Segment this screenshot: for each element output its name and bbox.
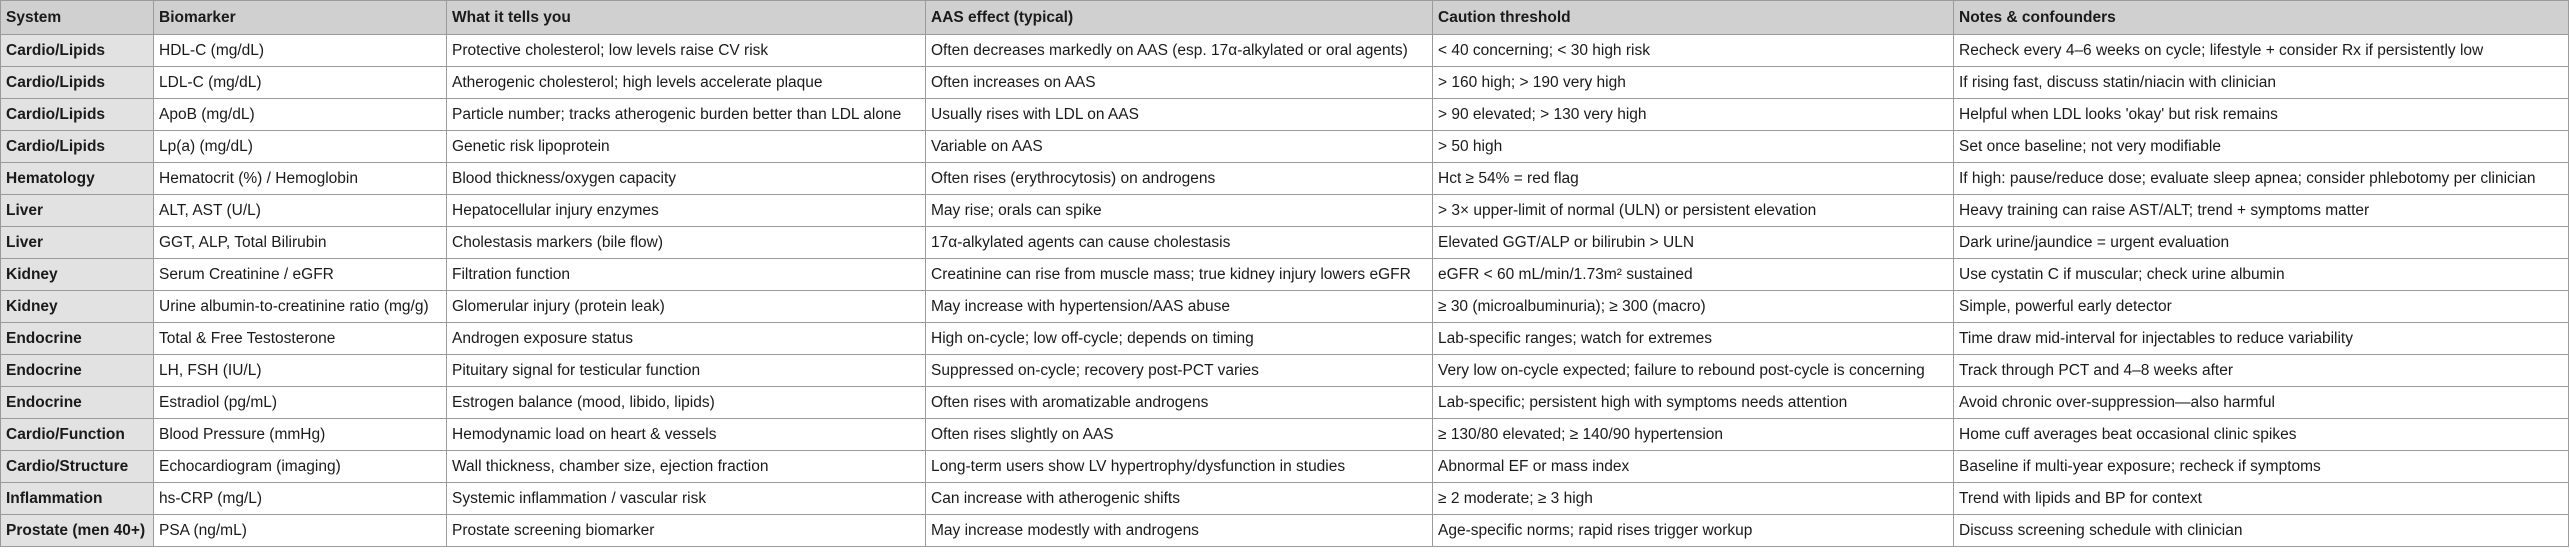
threshold-cell: ≥ 2 moderate; ≥ 3 high — [1433, 483, 1954, 515]
aas-effect-cell: Creatinine can rise from muscle mass; true kidney injury lowers eGFR — [926, 259, 1433, 291]
system-cell: Endocrine — [1, 355, 154, 387]
biomarker-cell: Urine albumin-to-creatinine ratio (mg/g) — [154, 291, 447, 323]
table-row — [1, 451, 2569, 483]
aas-effect-cell: Often increases on AAS — [926, 67, 1433, 99]
aas-effect-cell: Suppressed on-cycle; recovery post-PCT varies — [926, 355, 1433, 387]
header-biomarker: Biomarker — [154, 1, 447, 35]
threshold-cell: Lab-specific; persistent high with symptoms needs attention — [1433, 387, 1954, 419]
system-cell: Inflammation — [1, 483, 154, 515]
threshold-cell: Abnormal EF or mass index — [1433, 451, 1954, 483]
notes-cell: Avoid chronic over-suppression—also harmful — [1954, 387, 2569, 419]
biomarker-cell: LH, FSH (IU/L) — [154, 355, 447, 387]
notes-cell: Baseline if multi-year exposure; recheck if symptoms — [1954, 451, 2569, 483]
meaning-cell: Blood thickness/oxygen capacity — [447, 163, 926, 195]
meaning-cell: Prostate screening biomarker — [447, 515, 926, 547]
system-cell: Liver — [1, 227, 154, 259]
header-row — [1, 1, 2569, 35]
aas-effect-cell: May increase with hypertension/AAS abuse — [926, 291, 1433, 323]
aas-effect-cell: High on-cycle; low off-cycle; depends on timing — [926, 323, 1433, 355]
table-body — [1, 35, 2569, 547]
biomarker-cell: ALT, AST (U/L) — [154, 195, 447, 227]
meaning-cell: Wall thickness, chamber size, ejection fraction — [447, 451, 926, 483]
notes-cell: Trend with lipids and BP for context — [1954, 483, 2569, 515]
system-cell: Kidney — [1, 259, 154, 291]
notes-cell: Home cuff averages beat occasional clinic spikes — [1954, 419, 2569, 451]
meaning-cell: Particle number; tracks atherogenic burden better than LDL alone — [447, 99, 926, 131]
meaning-cell: Glomerular injury (protein leak) — [447, 291, 926, 323]
table-row — [1, 35, 2569, 67]
biomarker-cell: Serum Creatinine / eGFR — [154, 259, 447, 291]
notes-cell: Discuss screening schedule with clinician — [1954, 515, 2569, 547]
table-row — [1, 323, 2569, 355]
system-cell: Cardio/Lipids — [1, 99, 154, 131]
aas-effect-cell: May increase modestly with androgens — [926, 515, 1433, 547]
aas-effect-cell: Can increase with atherogenic shifts — [926, 483, 1433, 515]
table-row — [1, 99, 2569, 131]
system-cell: Cardio/Lipids — [1, 35, 154, 67]
biomarker-cell: PSA (ng/mL) — [154, 515, 447, 547]
biomarker-cell: Estradiol (pg/mL) — [154, 387, 447, 419]
system-cell: Kidney — [1, 291, 154, 323]
meaning-cell: Genetic risk lipoprotein — [447, 131, 926, 163]
notes-cell: Dark urine/jaundice = urgent evaluation — [1954, 227, 2569, 259]
meaning-cell: Atherogenic cholesterol; high levels accelerate plaque — [447, 67, 926, 99]
meaning-cell: Hemodynamic load on heart & vessels — [447, 419, 926, 451]
threshold-cell: Hct ≥ 54% = red flag — [1433, 163, 1954, 195]
threshold-cell: Very low on-cycle expected; failure to rebound post-cycle is concerning — [1433, 355, 1954, 387]
aas-effect-cell: 17α-alkylated agents can cause cholestasis — [926, 227, 1433, 259]
biomarker-cell: Blood Pressure (mmHg) — [154, 419, 447, 451]
biomarker-cell: Lp(a) (mg/dL) — [154, 131, 447, 163]
table-row — [1, 227, 2569, 259]
system-cell: Hematology — [1, 163, 154, 195]
notes-cell: Helpful when LDL looks 'okay' but risk remains — [1954, 99, 2569, 131]
aas-effect-cell: Often decreases markedly on AAS (esp. 17α-alkylated or oral agents) — [926, 35, 1433, 67]
aas-effect-cell: Long-term users show LV hypertrophy/dysfunction in studies — [926, 451, 1433, 483]
threshold-cell: eGFR < 60 mL/min/1.73m² sustained — [1433, 259, 1954, 291]
meaning-cell: Androgen exposure status — [447, 323, 926, 355]
header-caution-threshold: Caution threshold — [1433, 1, 1954, 35]
table-row — [1, 131, 2569, 163]
meaning-cell: Hepatocellular injury enzymes — [447, 195, 926, 227]
biomarker-cell: LDL-C (mg/dL) — [154, 67, 447, 99]
system-cell: Prostate (men 40+) — [1, 515, 154, 547]
table-row — [1, 387, 2569, 419]
system-cell: Cardio/Lipids — [1, 131, 154, 163]
meaning-cell: Protective cholesterol; low levels raise CV risk — [447, 35, 926, 67]
aas-effect-cell: Often rises slightly on AAS — [926, 419, 1433, 451]
table-row — [1, 163, 2569, 195]
biomarker-cell: Total & Free Testosterone — [154, 323, 447, 355]
biomarker-cell: Hematocrit (%) / Hemoglobin — [154, 163, 447, 195]
notes-cell: Time draw mid-interval for injectables to reduce variability — [1954, 323, 2569, 355]
table-row — [1, 355, 2569, 387]
meaning-cell: Estrogen balance (mood, libido, lipids) — [447, 387, 926, 419]
aas-effect-cell: Often rises with aromatizable androgens — [926, 387, 1433, 419]
threshold-cell: Elevated GGT/ALP or bilirubin > ULN — [1433, 227, 1954, 259]
threshold-cell: ≥ 130/80 elevated; ≥ 140/90 hypertension — [1433, 419, 1954, 451]
notes-cell: Set once baseline; not very modifiable — [1954, 131, 2569, 163]
table-row — [1, 483, 2569, 515]
system-cell: Cardio/Structure — [1, 451, 154, 483]
threshold-cell: > 90 elevated; > 130 very high — [1433, 99, 1954, 131]
threshold-cell: ≥ 30 (microalbuminuria); ≥ 300 (macro) — [1433, 291, 1954, 323]
biomarker-cell: hs-CRP (mg/L) — [154, 483, 447, 515]
table-row — [1, 259, 2569, 291]
system-cell: Endocrine — [1, 387, 154, 419]
threshold-cell: > 3× upper-limit of normal (ULN) or persistent elevation — [1433, 195, 1954, 227]
aas-effect-cell: May rise; orals can spike — [926, 195, 1433, 227]
system-cell: Liver — [1, 195, 154, 227]
aas-effect-cell: Usually rises with LDL on AAS — [926, 99, 1433, 131]
table-row — [1, 67, 2569, 99]
table-row — [1, 291, 2569, 323]
header-system: System — [1, 1, 154, 35]
table-row — [1, 195, 2569, 227]
table-row — [1, 515, 2569, 547]
header-what-it-tells-you: What it tells you — [447, 1, 926, 35]
aas-effect-cell: Often rises (erythrocytosis) on androgens — [926, 163, 1433, 195]
system-cell: Endocrine — [1, 323, 154, 355]
table-row — [1, 419, 2569, 451]
notes-cell: Recheck every 4–6 weeks on cycle; lifestyle + consider Rx if persistently low — [1954, 35, 2569, 67]
header-notes-confounders: Notes & confounders — [1954, 1, 2569, 35]
notes-cell: Simple, powerful early detector — [1954, 291, 2569, 323]
biomarker-cell: GGT, ALP, Total Bilirubin — [154, 227, 447, 259]
biomarker-cell: HDL-C (mg/dL) — [154, 35, 447, 67]
threshold-cell: > 160 high; > 190 very high — [1433, 67, 1954, 99]
threshold-cell: Age-specific norms; rapid rises trigger workup — [1433, 515, 1954, 547]
system-cell: Cardio/Lipids — [1, 67, 154, 99]
threshold-cell: > 50 high — [1433, 131, 1954, 163]
notes-cell: Track through PCT and 4–8 weeks after — [1954, 355, 2569, 387]
notes-cell: Use cystatin C if muscular; check urine albumin — [1954, 259, 2569, 291]
notes-cell: If high: pause/reduce dose; evaluate sleep apnea; consider phlebotomy per clinician — [1954, 163, 2569, 195]
meaning-cell: Systemic inflammation / vascular risk — [447, 483, 926, 515]
header-aas-effect: AAS effect (typical) — [926, 1, 1433, 35]
meaning-cell: Pituitary signal for testicular function — [447, 355, 926, 387]
notes-cell: If rising fast, discuss statin/niacin with clinician — [1954, 67, 2569, 99]
biomarker-cell: Echocardiogram (imaging) — [154, 451, 447, 483]
threshold-cell: < 40 concerning; < 30 high risk — [1433, 35, 1954, 67]
notes-cell: Heavy training can raise AST/ALT; trend + symptoms matter — [1954, 195, 2569, 227]
meaning-cell: Cholestasis markers (bile flow) — [447, 227, 926, 259]
meaning-cell: Filtration function — [447, 259, 926, 291]
biomarker-cell: ApoB (mg/dL) — [154, 99, 447, 131]
aas-effect-cell: Variable on AAS — [926, 131, 1433, 163]
system-cell: Cardio/Function — [1, 419, 154, 451]
threshold-cell: Lab-specific ranges; watch for extremes — [1433, 323, 1954, 355]
